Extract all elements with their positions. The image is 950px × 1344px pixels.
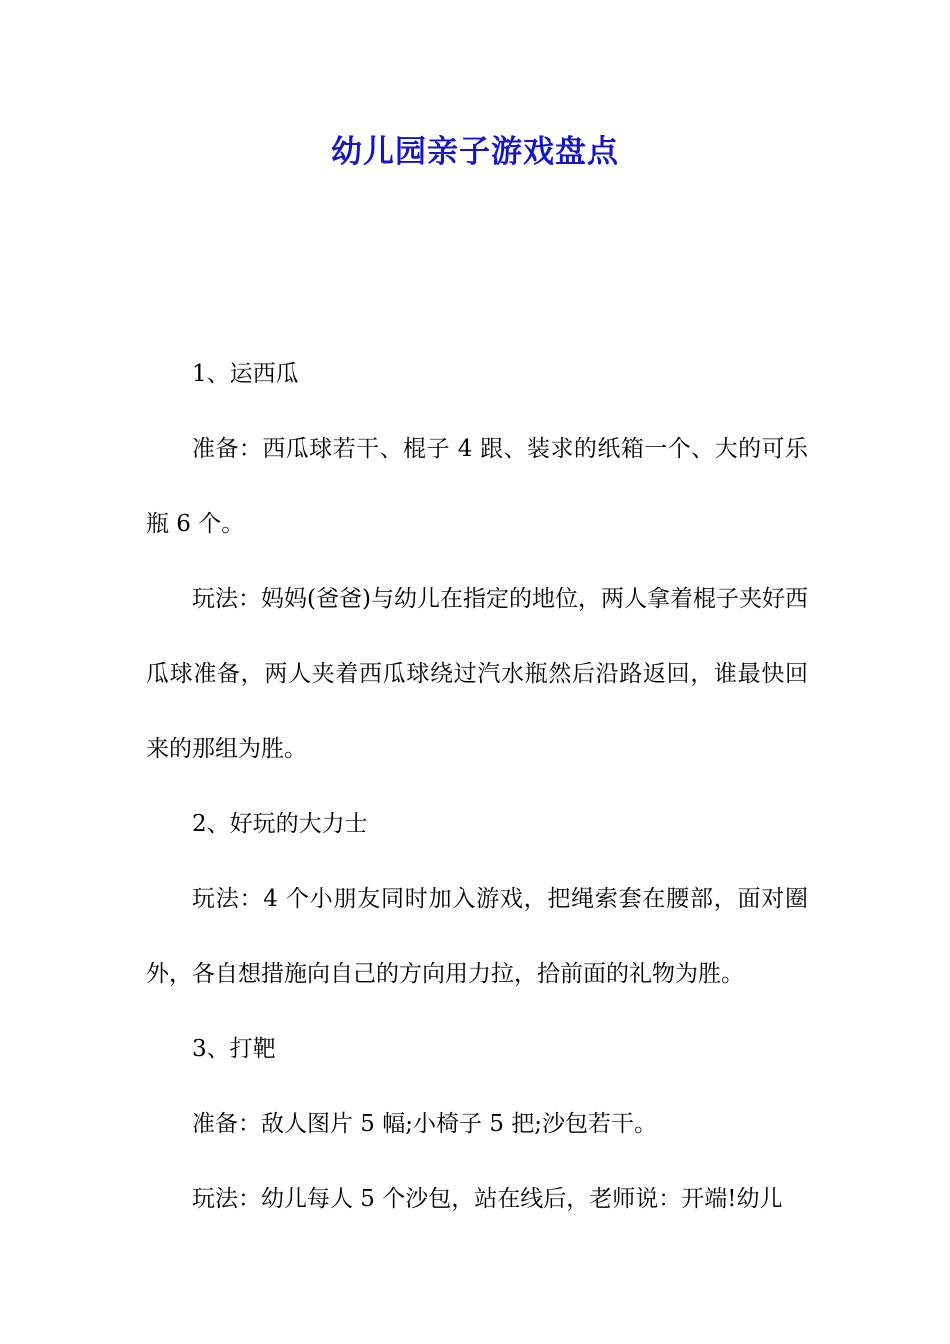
- document-title: 幼儿园亲子游戏盘点: [331, 134, 619, 170]
- section-heading-3: 3、打靶: [192, 1036, 276, 1062]
- paragraph-gameplay-3: 玩法：幼儿每人 5 个沙包，站在线后，老师说：开端!幼儿: [192, 1186, 783, 1212]
- section-heading-2: 2、好玩的大力士: [192, 811, 368, 837]
- document-body: [146, 337, 808, 1237]
- paragraph-gameplay-1: 玩法：妈妈(爸爸)与幼儿在指定的地位，两人拿着棍子夹好西瓜球准备，两人夹着西瓜球绕过汽水瓶然后沿路返回，谁最快回来的那组为胜。: [146, 586, 808, 762]
- section-heading-1: 1、运西瓜: [192, 361, 299, 387]
- paragraph-preparation-3: 准备：敌人图片 5 幅;小椅子 5 把;沙包若干。: [192, 1111, 658, 1137]
- paragraph-gameplay-2: 玩法：4 个小朋友同时加入游戏，把绳索套在腰部，面对圈外，各自想措施向自己的方向用力拉，拾前面的礼物为胜。: [146, 886, 808, 987]
- paragraph-preparation-1: 准备：西瓜球若干、棍子 4 跟、装求的纸箱一个、大的可乐瓶 6 个。: [146, 436, 808, 537]
